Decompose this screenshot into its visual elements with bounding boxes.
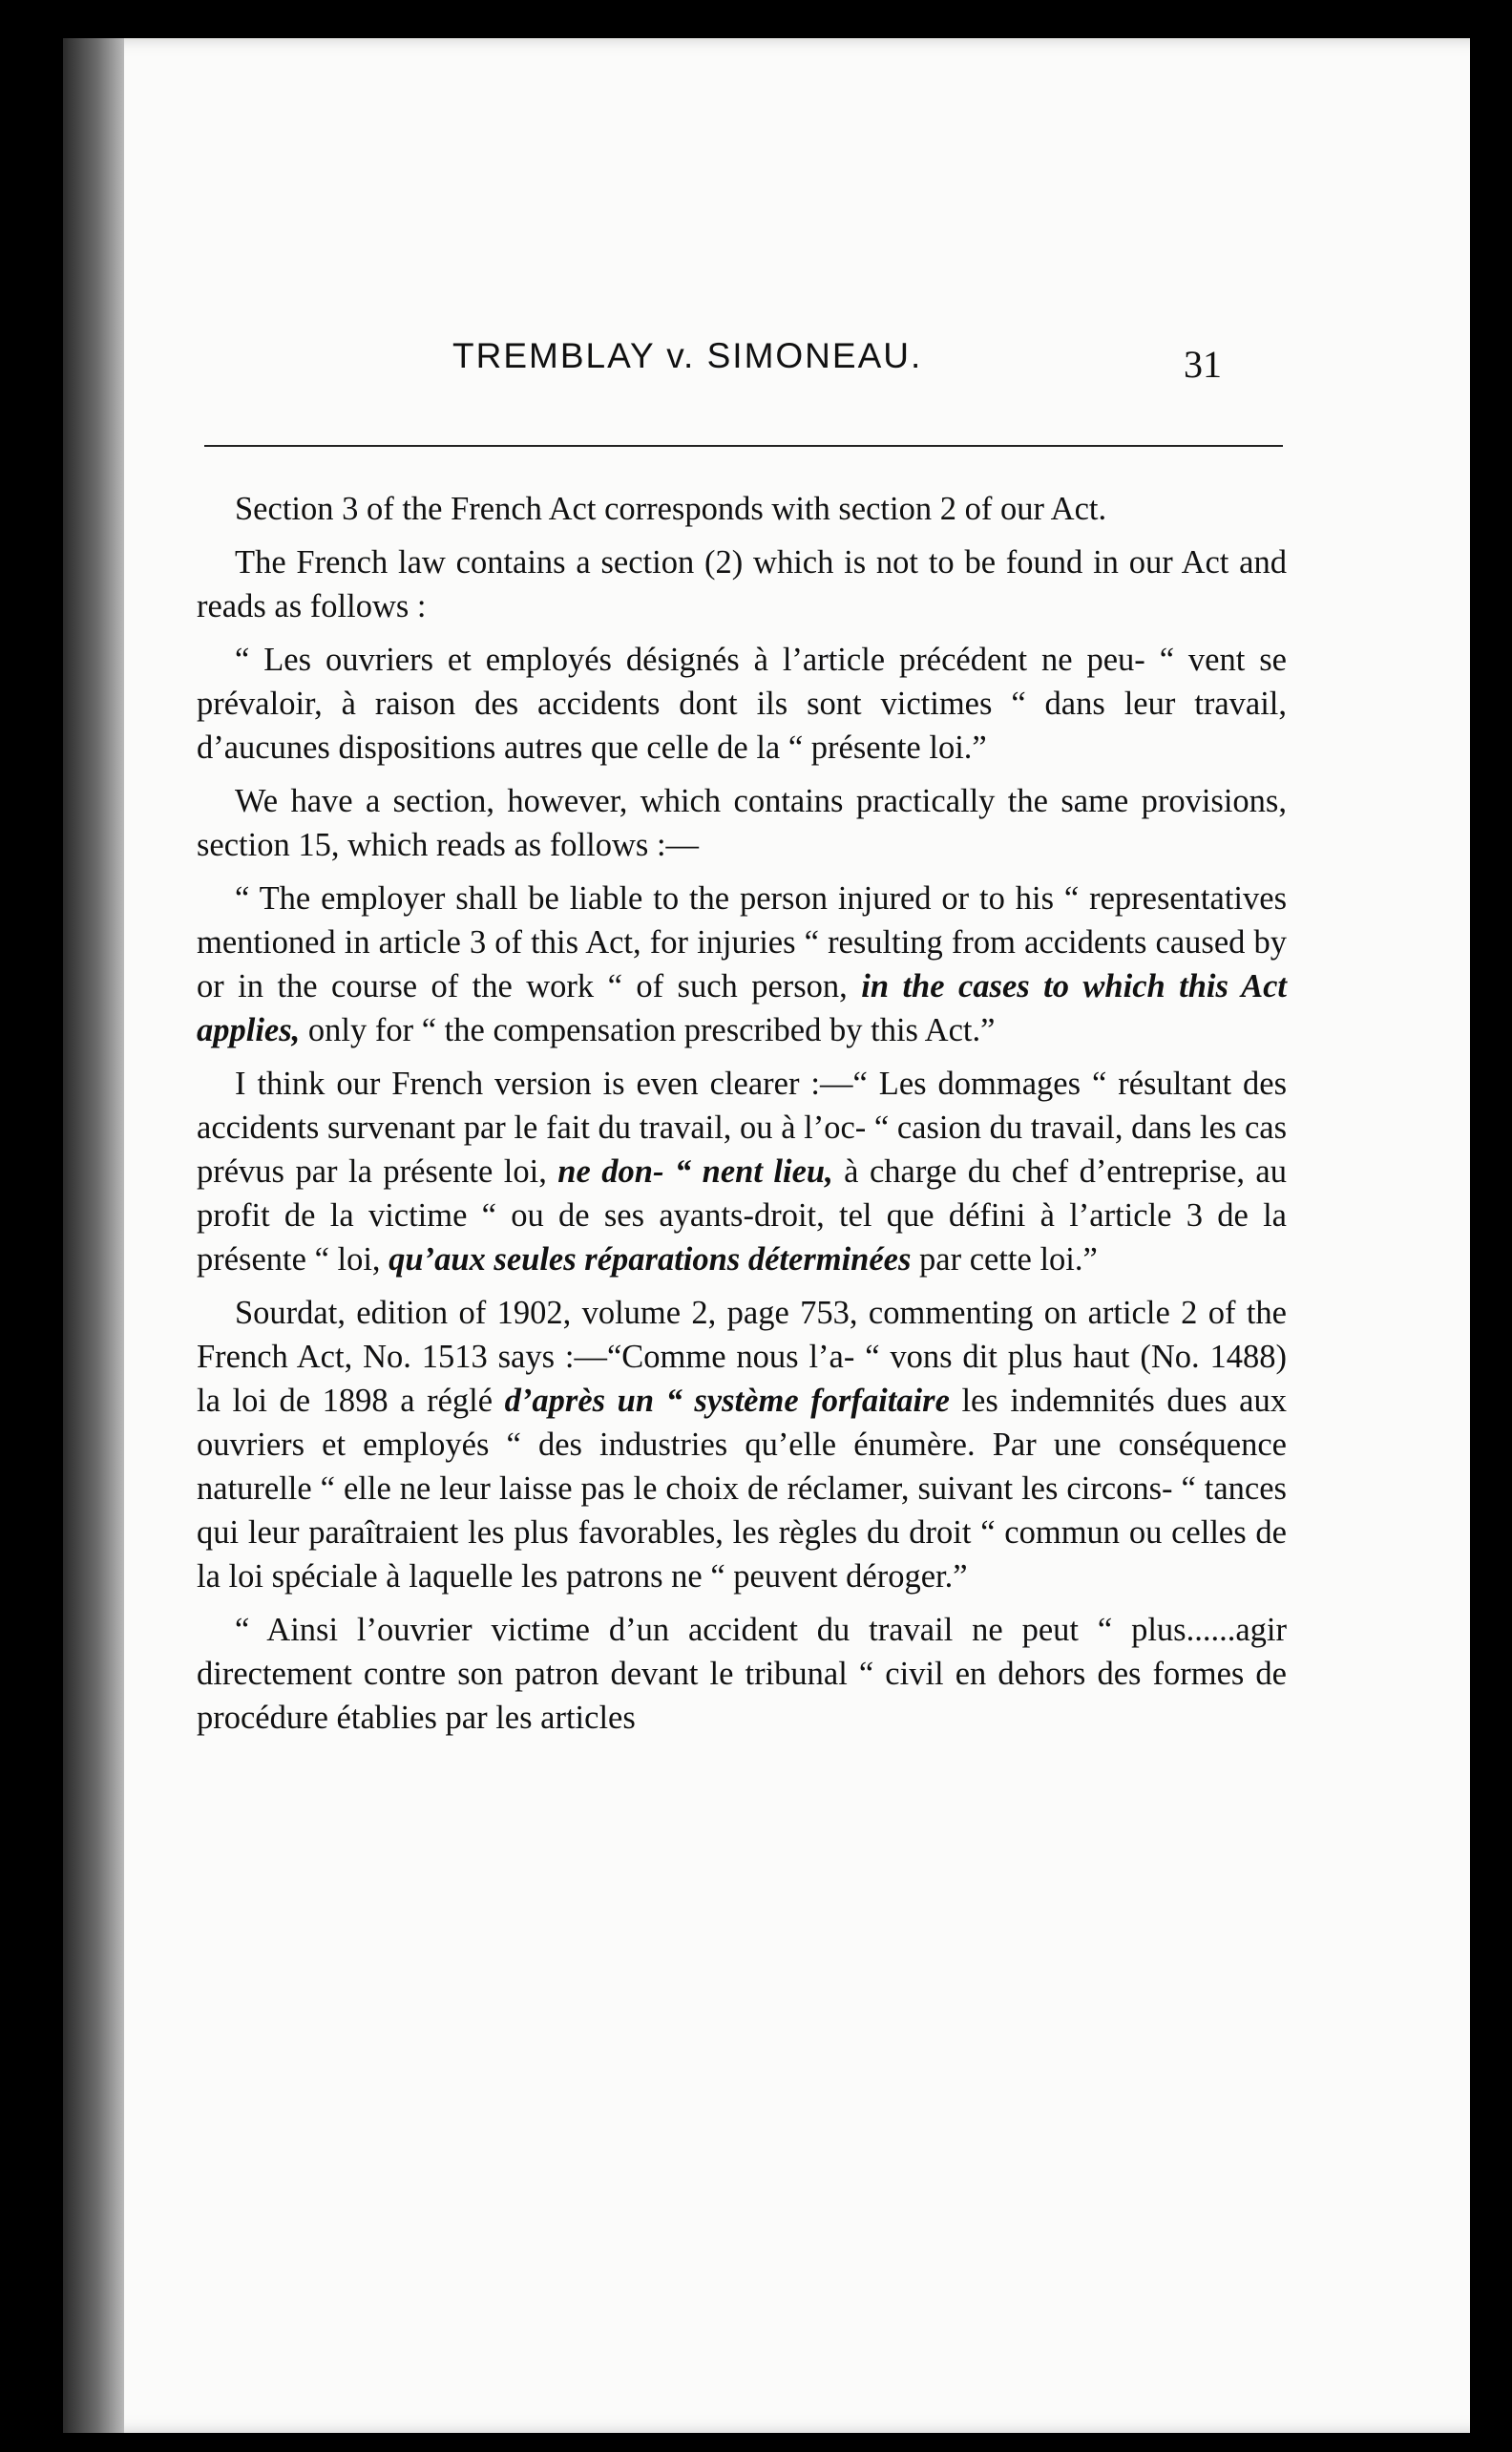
body-text xyxy=(197,487,1287,1749)
paragraph-text: par cette loi.” xyxy=(911,1241,1098,1278)
emphasis-text: ne don- “ nent lieu, xyxy=(557,1153,833,1190)
book-spine xyxy=(63,38,124,2433)
paragraph-text: only for “ the compensation prescribed by this Act.” xyxy=(300,1012,996,1048)
emphasis-text: qu’aux seules réparations déterminées xyxy=(388,1241,912,1278)
running-title: TREMBLAY v. SIMONEAU. xyxy=(452,336,923,375)
paragraph-text: I think our French version is even clearer :—“ Les dommages “ résultant des accidents survenant par le fait du travail, ou à l’oc- “ casion du travail, dans les cas prévus par la présente loi, xyxy=(197,1066,1287,1190)
paragraph-text: We have a section, however, which contains practically the same provisions, section 15, which reads as follows :— xyxy=(197,783,1287,863)
page-header xyxy=(63,317,1470,384)
paragraph-text: Section 3 of the French Act corresponds with section 2 of our Act. xyxy=(235,491,1107,527)
paragraph-text: “ Ainsi l’ouvrier victime d’un accident du travail ne peut “ plus......agir directement contre son patron devant le tribunal “ civil en dehors des formes de procédure établies par les articles xyxy=(197,1612,1287,1736)
emphasis-text: in the cases to which this Act applies, xyxy=(197,968,1287,1048)
paragraph-6 xyxy=(197,1062,1287,1281)
paragraph-text: Sourdat, edition of 1902, volume 2, page 753, commenting on article 2 of the French Act, No. 1513 says :—“Comme nous l’a- “ vons dit plus haut (No. 1488) la loi de 1898 a réglé xyxy=(197,1295,1287,1419)
paragraph-3 xyxy=(197,638,1287,770)
paragraph-text: à charge du chef d’entreprise, au profit de la victime “ ou de ses ayants-droit, tel que défini à l’article 3 de la présente “ loi, xyxy=(197,1153,1287,1278)
paragraph-8 xyxy=(197,1608,1287,1740)
paragraph-text: “ The employer shall be liable to the person injured or to his “ representatives mentioned in article 3 of this Act, for injuries “ resulting from accidents caused by or in the course of the work “ of such person, xyxy=(197,880,1287,1004)
paragraph-text: les indemnités dues aux ouvriers et employés “ des industries qu’elle énumère. Par une conséquence naturelle “ elle ne leur laisse pas le choix de réclamer, suivant les circons- “ tances qui leur paraîtraient les plus favorables, les règles du droit “ commun ou celles de la loi spéciale à laquelle les patrons ne “ peuvent déroger.” xyxy=(197,1383,1287,1595)
header-rule xyxy=(204,445,1283,447)
paragraph-4 xyxy=(197,779,1287,867)
emphasis-text: d’après un “ système forfaitaire xyxy=(504,1383,950,1419)
paragraph-2 xyxy=(197,540,1287,628)
paragraph-text: “ Les ouvriers et employés désignés à l’article précédent ne peu- “ vent se prévaloir, à raison des accidents dont ils sont victimes “ dans leur travail, d’aucunes dispositions autres que celle de la “ présente loi.” xyxy=(197,642,1287,766)
paragraph-7 xyxy=(197,1291,1287,1598)
paragraph-1 xyxy=(197,487,1287,531)
paragraph-text: The French law contains a section (2) which is not to be found in our Act and reads as follows : xyxy=(197,544,1287,624)
paragraph-5 xyxy=(197,877,1287,1052)
page-number: 31 xyxy=(1184,343,1222,386)
book-page xyxy=(63,38,1470,2433)
